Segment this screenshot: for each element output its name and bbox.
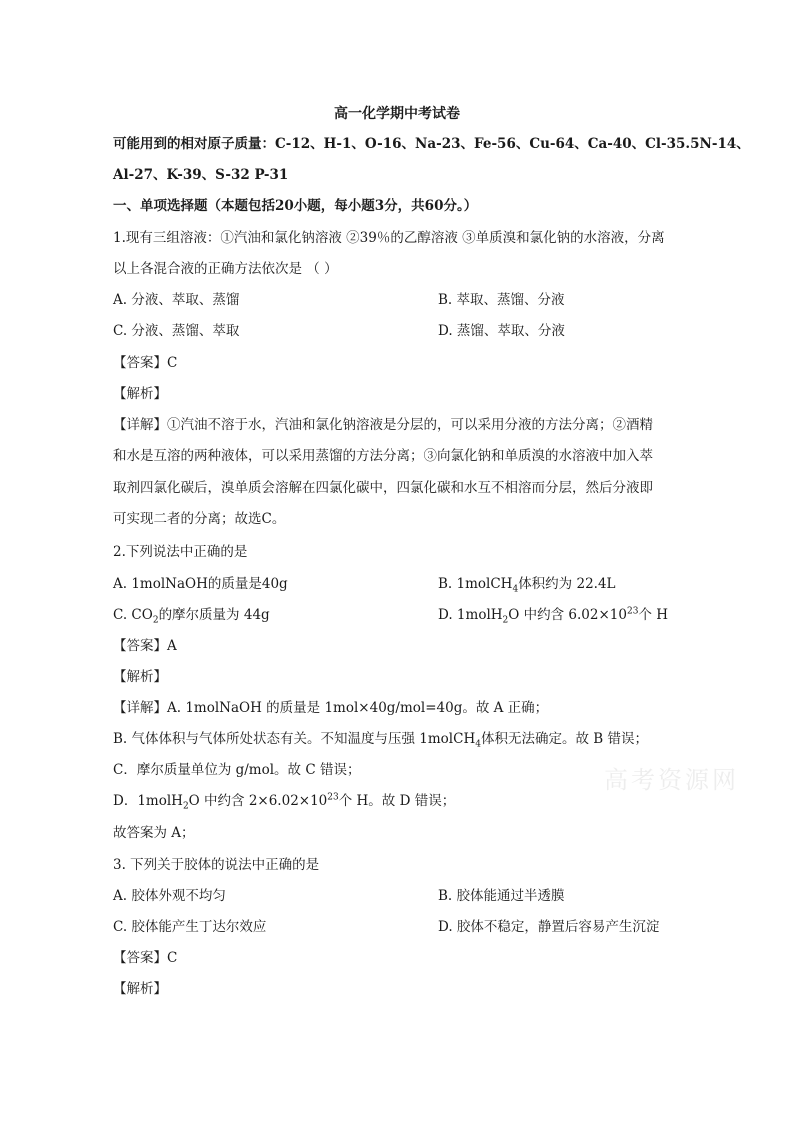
atomic-mass-line-2: Al-27、K-39、S-32 P-31 bbox=[113, 167, 289, 183]
section-heading: 一、单项选择题（本题包括20小题，每小题3分，共60分。） bbox=[113, 198, 478, 214]
q2-detail-a: 【详解】A. 1molNaOH 的质量是 1mol×40g/mol=40g。故 A 正确； bbox=[113, 700, 549, 716]
q1-detail-line-1: 【详解】①汽油不溶于水，汽油和氯化钠溶液是分层的，可以采用分液的方法分离；②酒精 bbox=[113, 417, 653, 433]
q2-option-b: B. 1molCH$_4$体积约为 22.4L bbox=[438, 576, 616, 595]
q3-answer: 【答案】C bbox=[113, 950, 178, 966]
q1-answer: 【答案】C bbox=[113, 355, 178, 371]
q1-detail-line-4: 可实现二者的分离；故选C。 bbox=[113, 511, 286, 527]
q2-stem: 2.下列说法中正确的是 bbox=[113, 544, 248, 560]
q2-conclusion: 故答案为 A； bbox=[113, 825, 195, 841]
q3-stem: 3. 下列关于胶体的说法中正确的是 bbox=[113, 857, 320, 873]
q1-option-b: B. 萃取、蒸馏、分液 bbox=[438, 292, 565, 308]
q1-option-d: D. 蒸馏、萃取、分液 bbox=[438, 323, 565, 339]
q2-detail-d: D．1molH$_2$O 中约含 $2\times 6.02\times 10^{23}$个 H。故 D 错误； bbox=[113, 792, 456, 812]
q2-detail-b: B. 气体体积与气体所处状态有关。不知温度与压强 1molCH$_4$体积无法确定。故 B 错误； bbox=[113, 731, 648, 750]
q2-analysis-label: 【解析】 bbox=[113, 669, 167, 685]
watermark: 高考资源网 bbox=[604, 766, 739, 794]
q3-option-d: D. 胶体不稳定，静置后容易产生沉淀 bbox=[438, 919, 660, 935]
q3-option-b: B. 胶体能通过半透膜 bbox=[438, 888, 565, 904]
q1-option-c: C. 分液、蒸馏、萃取 bbox=[113, 323, 240, 339]
q1-stem-line-2: 以上各混合液的正确方法依次是 （ ） bbox=[113, 261, 338, 277]
q2-detail-c: C．摩尔质量单位为 g/mol。故 C 错误； bbox=[113, 762, 361, 778]
q3-option-a: A. 胶体外观不均匀 bbox=[113, 888, 226, 904]
q2-option-a: A. 1molNaOH的质量是40g bbox=[113, 576, 288, 592]
q1-detail-line-3: 取剂四氯化碳后，溴单质会溶解在四氯化碳中，四氯化碳和水互不相溶而分层，然后分液即 bbox=[113, 480, 653, 496]
q1-detail-line-2: 和水是互溶的两种液体，可以采用蒸馏的方法分离；③向氯化钠和单质溴的水溶液中加入萃 bbox=[113, 448, 653, 464]
q1-stem-line-1: 1.现有三组溶液：①汽油和氯化钠溶液 ②39％的乙醇溶液 ③单质溴和氯化钠的水溶液，分离 bbox=[113, 230, 665, 246]
atomic-mass-line-1: 可能用到的相对原子质量：C-12、H-1、O-16、Na-23、Fe-56、Cu-64、Ca-40、Cl-35.5N-14、 bbox=[113, 136, 750, 152]
q2-option-c: C. $CO_2$的摩尔质量为 44g bbox=[113, 607, 270, 626]
q2-answer: 【答案】A bbox=[113, 638, 177, 654]
q2-option-d: D. 1molH$_2$O 中约含 $6.02\times 10^{23}$个 H bbox=[438, 606, 669, 626]
page-title: 高一化学期中考试卷 bbox=[334, 106, 460, 122]
q3-analysis-label: 【解析】 bbox=[113, 981, 167, 997]
q3-option-c: C. 胶体能产生丁达尔效应 bbox=[113, 919, 267, 935]
q1-analysis-label: 【解析】 bbox=[113, 386, 167, 402]
q1-option-a: A. 分液、萃取、蒸馏 bbox=[113, 292, 240, 308]
